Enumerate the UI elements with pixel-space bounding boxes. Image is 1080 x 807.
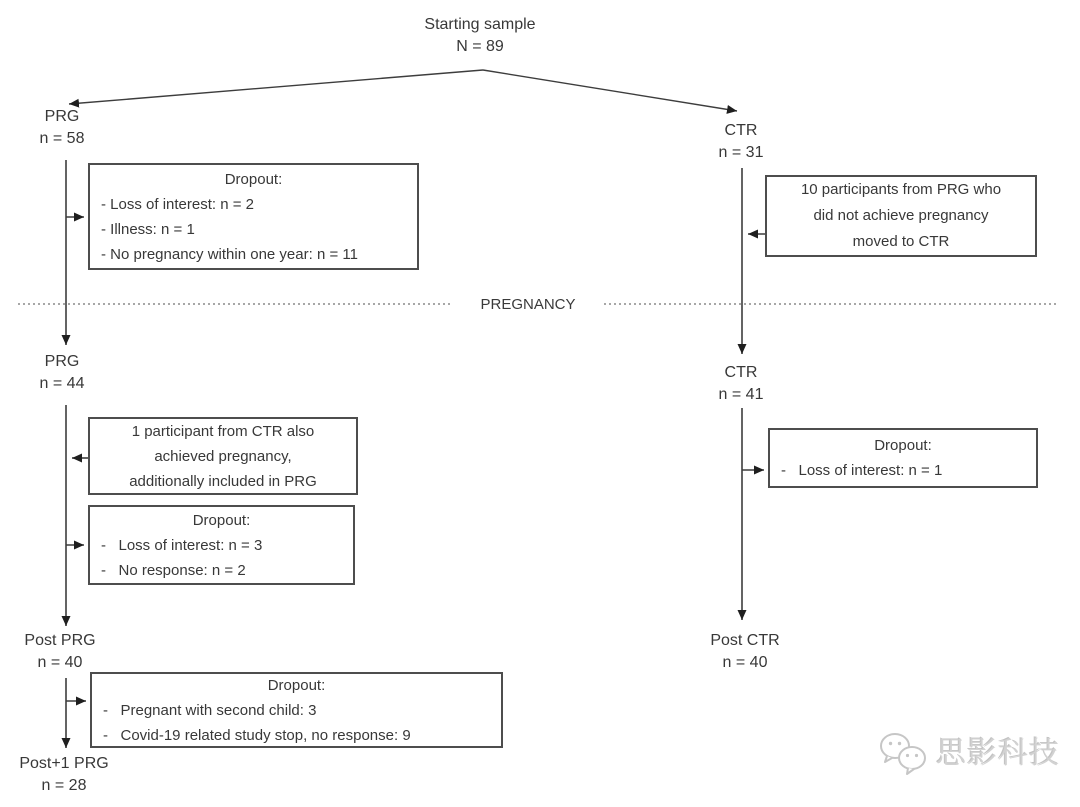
- node-ctr-41: [719, 362, 764, 406]
- dropout-prg1-item: - Illness: n = 1: [101, 220, 195, 238]
- post1-prg-n: n = 28: [41, 777, 87, 794]
- dropout-ctr2-title: Dropout:: [874, 437, 932, 454]
- dropout-prg2-title: Dropout:: [192, 511, 251, 529]
- dropout-prg2-item: - Loss of interest: n = 3: [101, 536, 263, 554]
- dropout-prg2-item: - No response: n = 2: [101, 561, 246, 579]
- moved-to-ctr-line: moved to CTR: [852, 233, 950, 250]
- prg1-n: n = 58: [39, 130, 85, 147]
- node-post-ctr: [710, 630, 779, 674]
- ctr1-n: n = 31: [718, 144, 764, 161]
- ctr2-label: CTR: [724, 364, 758, 381]
- watermark: [878, 728, 1060, 780]
- arrow-start-to-ctr: [483, 70, 737, 111]
- watermark-text: 思影科技: [936, 737, 1060, 770]
- box-dropout-prg1: [88, 163, 419, 270]
- starting-sample-label: Starting sample: [424, 16, 536, 33]
- wechat-chat-bubbles-icon: [878, 729, 930, 779]
- post-ctr-label: Post CTR: [710, 632, 780, 649]
- starting-sample-n: N = 89: [456, 38, 504, 55]
- dropout-post-prg-item: - Pregnant with second child: 3: [103, 701, 317, 719]
- node-prg-58: [40, 106, 85, 150]
- dropout-prg1-item: - No pregnancy within one year: n = 11: [101, 245, 358, 263]
- box-ctr-to-prg: [88, 417, 358, 495]
- node-post1-prg: [19, 753, 108, 797]
- prg2-n: n = 44: [39, 375, 85, 392]
- post1-prg-label: Post+1 PRG: [19, 755, 109, 772]
- arrow-start-to-prg: [69, 70, 483, 104]
- node-starting-sample: [424, 14, 535, 58]
- post-prg-label: Post PRG: [24, 632, 96, 649]
- dropout-ctr2-item: - Loss of interest: n = 1: [781, 462, 943, 479]
- box-moved-to-ctr: [765, 175, 1037, 257]
- ctr-to-prg-line: additionally included in PRG: [129, 472, 317, 490]
- box-dropout-post-prg: [90, 672, 503, 748]
- node-prg-44: [40, 351, 85, 395]
- moved-to-ctr-line: 10 participants from PRG who: [800, 181, 1002, 198]
- node-ctr-31: [719, 120, 764, 164]
- moved-to-ctr-line: did not achieve pregnancy: [813, 207, 989, 224]
- dropout-post-prg-title: Dropout:: [267, 676, 326, 694]
- node-post-prg: [24, 630, 95, 674]
- pregnancy-divider-label: PREGNANCY: [480, 296, 576, 313]
- prg2-label: PRG: [44, 353, 80, 370]
- prg1-label: PRG: [44, 108, 80, 125]
- dropout-prg1-title: Dropout:: [224, 170, 283, 188]
- box-dropout-ctr2: [768, 428, 1038, 488]
- ctr-to-prg-line: 1 participant from CTR also: [131, 422, 315, 440]
- ctr-to-prg-line: achieved pregnancy,: [154, 447, 292, 465]
- box-dropout-prg2: [88, 505, 355, 585]
- post-ctr-n: n = 40: [722, 654, 768, 671]
- dropout-post-prg-item: - Covid-19 related study stop, no response: 9: [103, 726, 411, 744]
- ctr1-label: CTR: [724, 122, 758, 139]
- ctr2-n: n = 41: [718, 386, 764, 403]
- dropout-prg1-item: - Loss of interest: n = 2: [101, 195, 254, 213]
- post-prg-n: n = 40: [37, 654, 83, 671]
